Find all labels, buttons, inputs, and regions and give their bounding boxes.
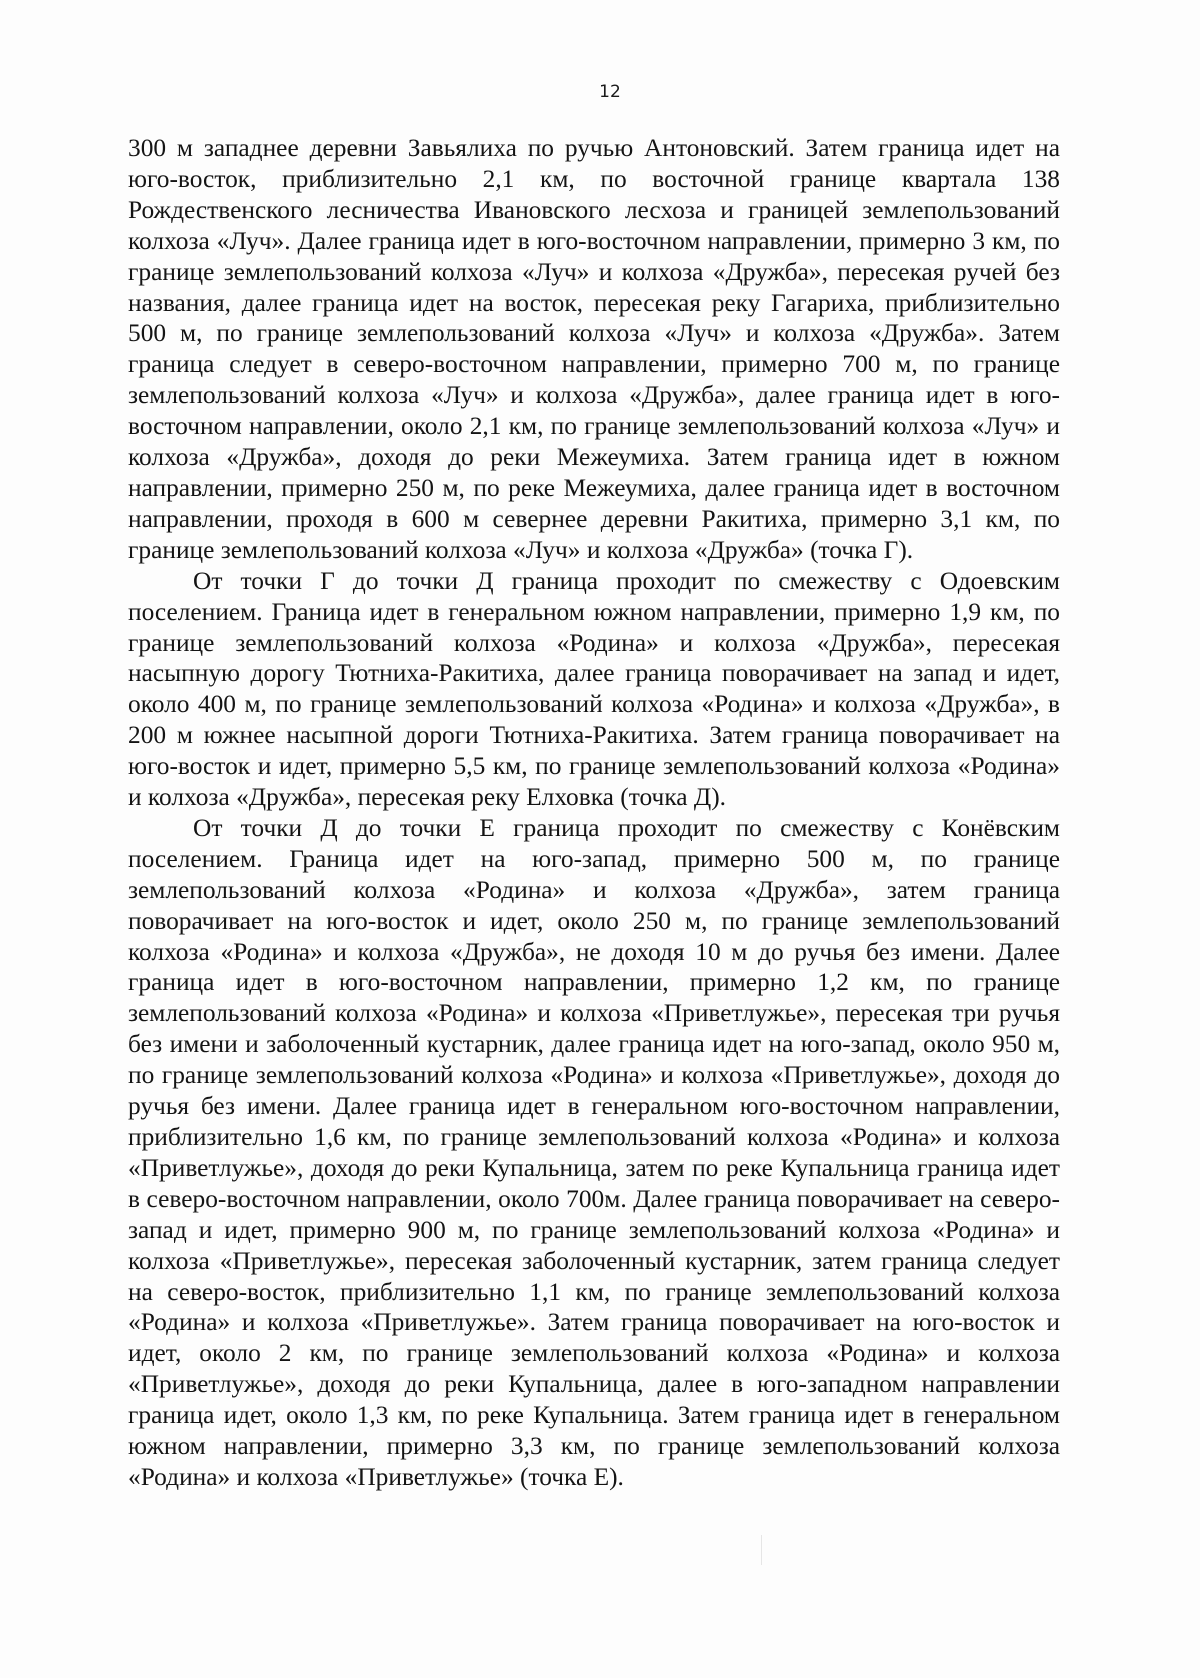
paragraph-1: 300 м западнее деревни Завьялиха по ручью Антоновский. Затем граница идет на юго-восток, приблизительно 2,1 км, по восточной границе квартала 138 Рождественского лесничества Ивановского лесхоза и границей землепользований колхоза «Луч». Далее граница идет в юго-восточном направлении, примерно 3 км, по границе землепользований колхоза «Луч» и колхоза «Дружба», пересекая ручей без названия, далее граница идет на восток, пересекая реку Гагариха, приблизительно 500 м, по границе землепользований колхоза «Луч» и колхоза «Дружба». Затем граница следует в северо-восточном направлении, примерно 700 м, по границе землепользований колхоза «Луч» и колхоза «Дружба», далее граница идет в юго-восточном направлении, около 2,1 км, по границе землепользований колхоза «Луч» и колхоза «Дружба», доходя до реки Межеумиха. Затем граница идет в южном направлении, примерно 250 м, по реке Межеумиха, далее граница идет в восточном направлении, проходя в 600 м севернее деревни Ракитиха, примерно 3,1 км, по границе землепользований колхоза «Луч» и колхоза «Дружба» (точка Г). <box>128 134 1060 564</box>
document-body <box>128 133 1060 1493</box>
paragraph-2: От точки Г до точки Д граница проходит по смежеству с Одоевским поселением. Граница идет в генеральном южном направлении, примерно 1,9 км, по границе землепользований колхоза «Родина» и колхоза «Дружба», пересекая насыпную дорогу Тютниха-Ракитиха, далее граница поворачивает на запад и идет, около 400 м, по границе землепользований колхоза «Родина» и колхоза «Дружба», в 200 м южнее насыпной дороги Тютниха-Ракитиха. Затем граница поворачивает на юго-восток и идет, примерно 5,5 км, по границе землепользований колхоза «Родина» и колхоза «Дружба», пересекая реку Елховка (точка Д). <box>128 566 1060 812</box>
page-number: 12 <box>599 82 621 102</box>
paragraph-3: От точки Д до точки Е граница проходит по смежеству с Конёвским поселением. Граница идет на юго-запад, примерно 500 м, по границе землепользований колхоза «Родина» и колхоза «Дружба», затем граница поворачивает на юго-восток и идет, около 250 м, по границе землепользований колхоза «Родина» и колхоза «Дружба», не доходя 10 м до ручья без имени. Далее граница идет в юго-восточном направлении, примерно 1,2 км, по границе землепользований колхоза «Родина» и колхоза «Приветлужье», пересекая три ручья без имени и заболоченный кустарник, далее граница идет на юго-запад, около 950 м, по границе землепользований колхоза «Родина» и колхоза «Приветлужье», доходя до ручья без имени. Далее граница идет в генеральном юго-восточном направлении, приблизительно 1,6 км, по границе землепользований колхоза «Родина» и колхоза «Приветлужье», доходя до реки Купальница, затем по реке Купальница граница идет в северо-восточном направлении, около 700м. Далее граница поворачивает на северо-запад и идет, примерно 900 м, по границе землепользований колхоза «Родина» и колхоза «Приветлужье», пересекая заболоченный кустарник, затем граница следует на северо-восток, приблизительно 1,1 км, по границе землепользований колхоза «Родина» и колхоза «Приветлужье». Затем граница поворачивает на юго-восток и идет, около 2 км, по границе землепользований колхоза «Родина» и колхоза «Приветлужье», доходя до реки Купальница, далее в юго-западном направлении граница идет, около 1,3 км, по реке Купальница. Затем граница идет в генеральном южном направлении, примерно 3,3 км, по границе землепользований колхоза «Родина» и колхоза «Приветлужье» (точка Е). <box>128 813 1060 1491</box>
scan-artifact <box>761 1535 762 1565</box>
